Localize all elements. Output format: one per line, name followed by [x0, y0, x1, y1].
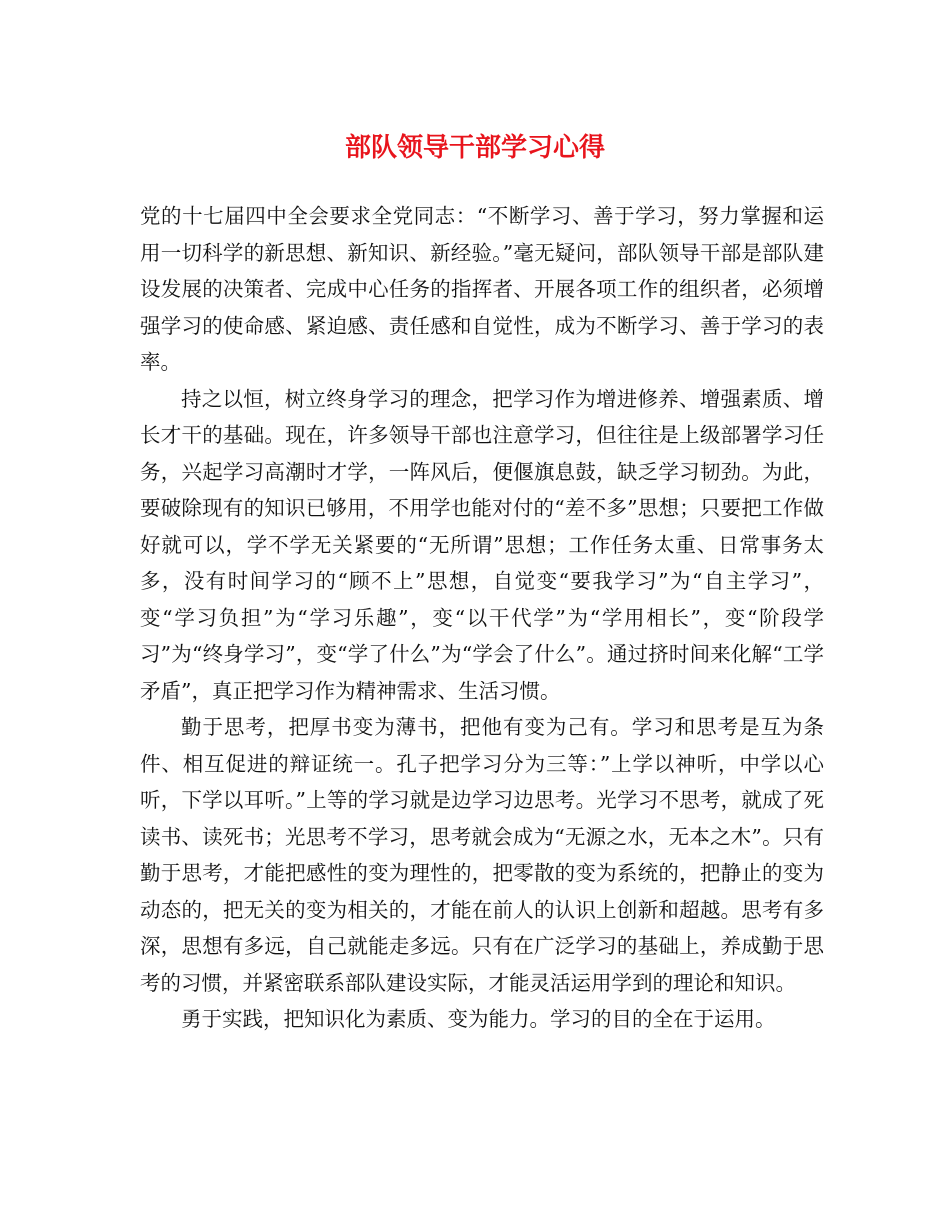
- document-title: 部队领导干部学习心得: [344, 133, 605, 163]
- paragraph-thinking: 勤于思考，把厚书变为薄书，把他有变为己有。学习和思考是互为条件、相互促进的辩证统一。孔子把学习分为三等：”上学以神听，中学以心听，下学以耳听。”上等的学习就是边学习边思考。光学习不思考，就成了死读书、读死书；光思考不学习，思考就会成为“无源之水，无本之木”。只有勤于思考，才能把感性的变为理性的，把零散的变为系统的，把静止的变为动态的，把无关的变为相关的，才能在前人的认识上创新和超越。思考有多深，思想有多远，自己就能走多远。只有在广泛学习的基础上，养成勤于思考的习惯，并紧密联系部队建设实际，才能灵活运用学到的理论和知识。: [140, 715, 824, 995]
- paragraph-practice: 勇于实践，把知识化为素质、变为能力。学习的目的全在于运用。: [181, 1007, 776, 1031]
- paragraph-lifelong-learning: 持之以恒，树立终身学习的理念，把学习作为增进修养、增强素质、增长才干的基础。现在，许多领导干部也注意学习，但往往是上级部署学习任务，兴起学习高潮时才学，一阵风后，便偃旗息鼓，缺乏学习韧劲。为此，要破除现有的知识已够用，不用学也能对付的“差不多”思想；只要把工作做好就可以，学不学无关紧要的“无所谓”思想；工作任务太重、日常事务太多，没有时间学习的“顾不上”思想，自觉变“要我学习”为“自主学习”，变“学习负担”为“学习乐趣”，变“以干代学”为“学用相长”，变“阶段学习”为“终身学习”，变“学了什么”为“学会了什么”。通过挤时间来化解“工学矛盾”，真正把学习作为精神需求、生活习惯。: [140, 386, 824, 703]
- document-body: [140, 198, 824, 1038]
- paragraph-intro: 党的十七届四中全会要求全党同志：“不断学习、善于学习，努力掌握和运用一切科学的新思想、新知识、新经验。”毫无疑问，部队领导干部是部队建设发展的决策者、完成中心任务的指挥者、开展各项工作的组织者，必须增强学习的使命感、紧迫感、责任感和自觉性，成为不断学习、善于学习的表率。: [140, 204, 824, 374]
